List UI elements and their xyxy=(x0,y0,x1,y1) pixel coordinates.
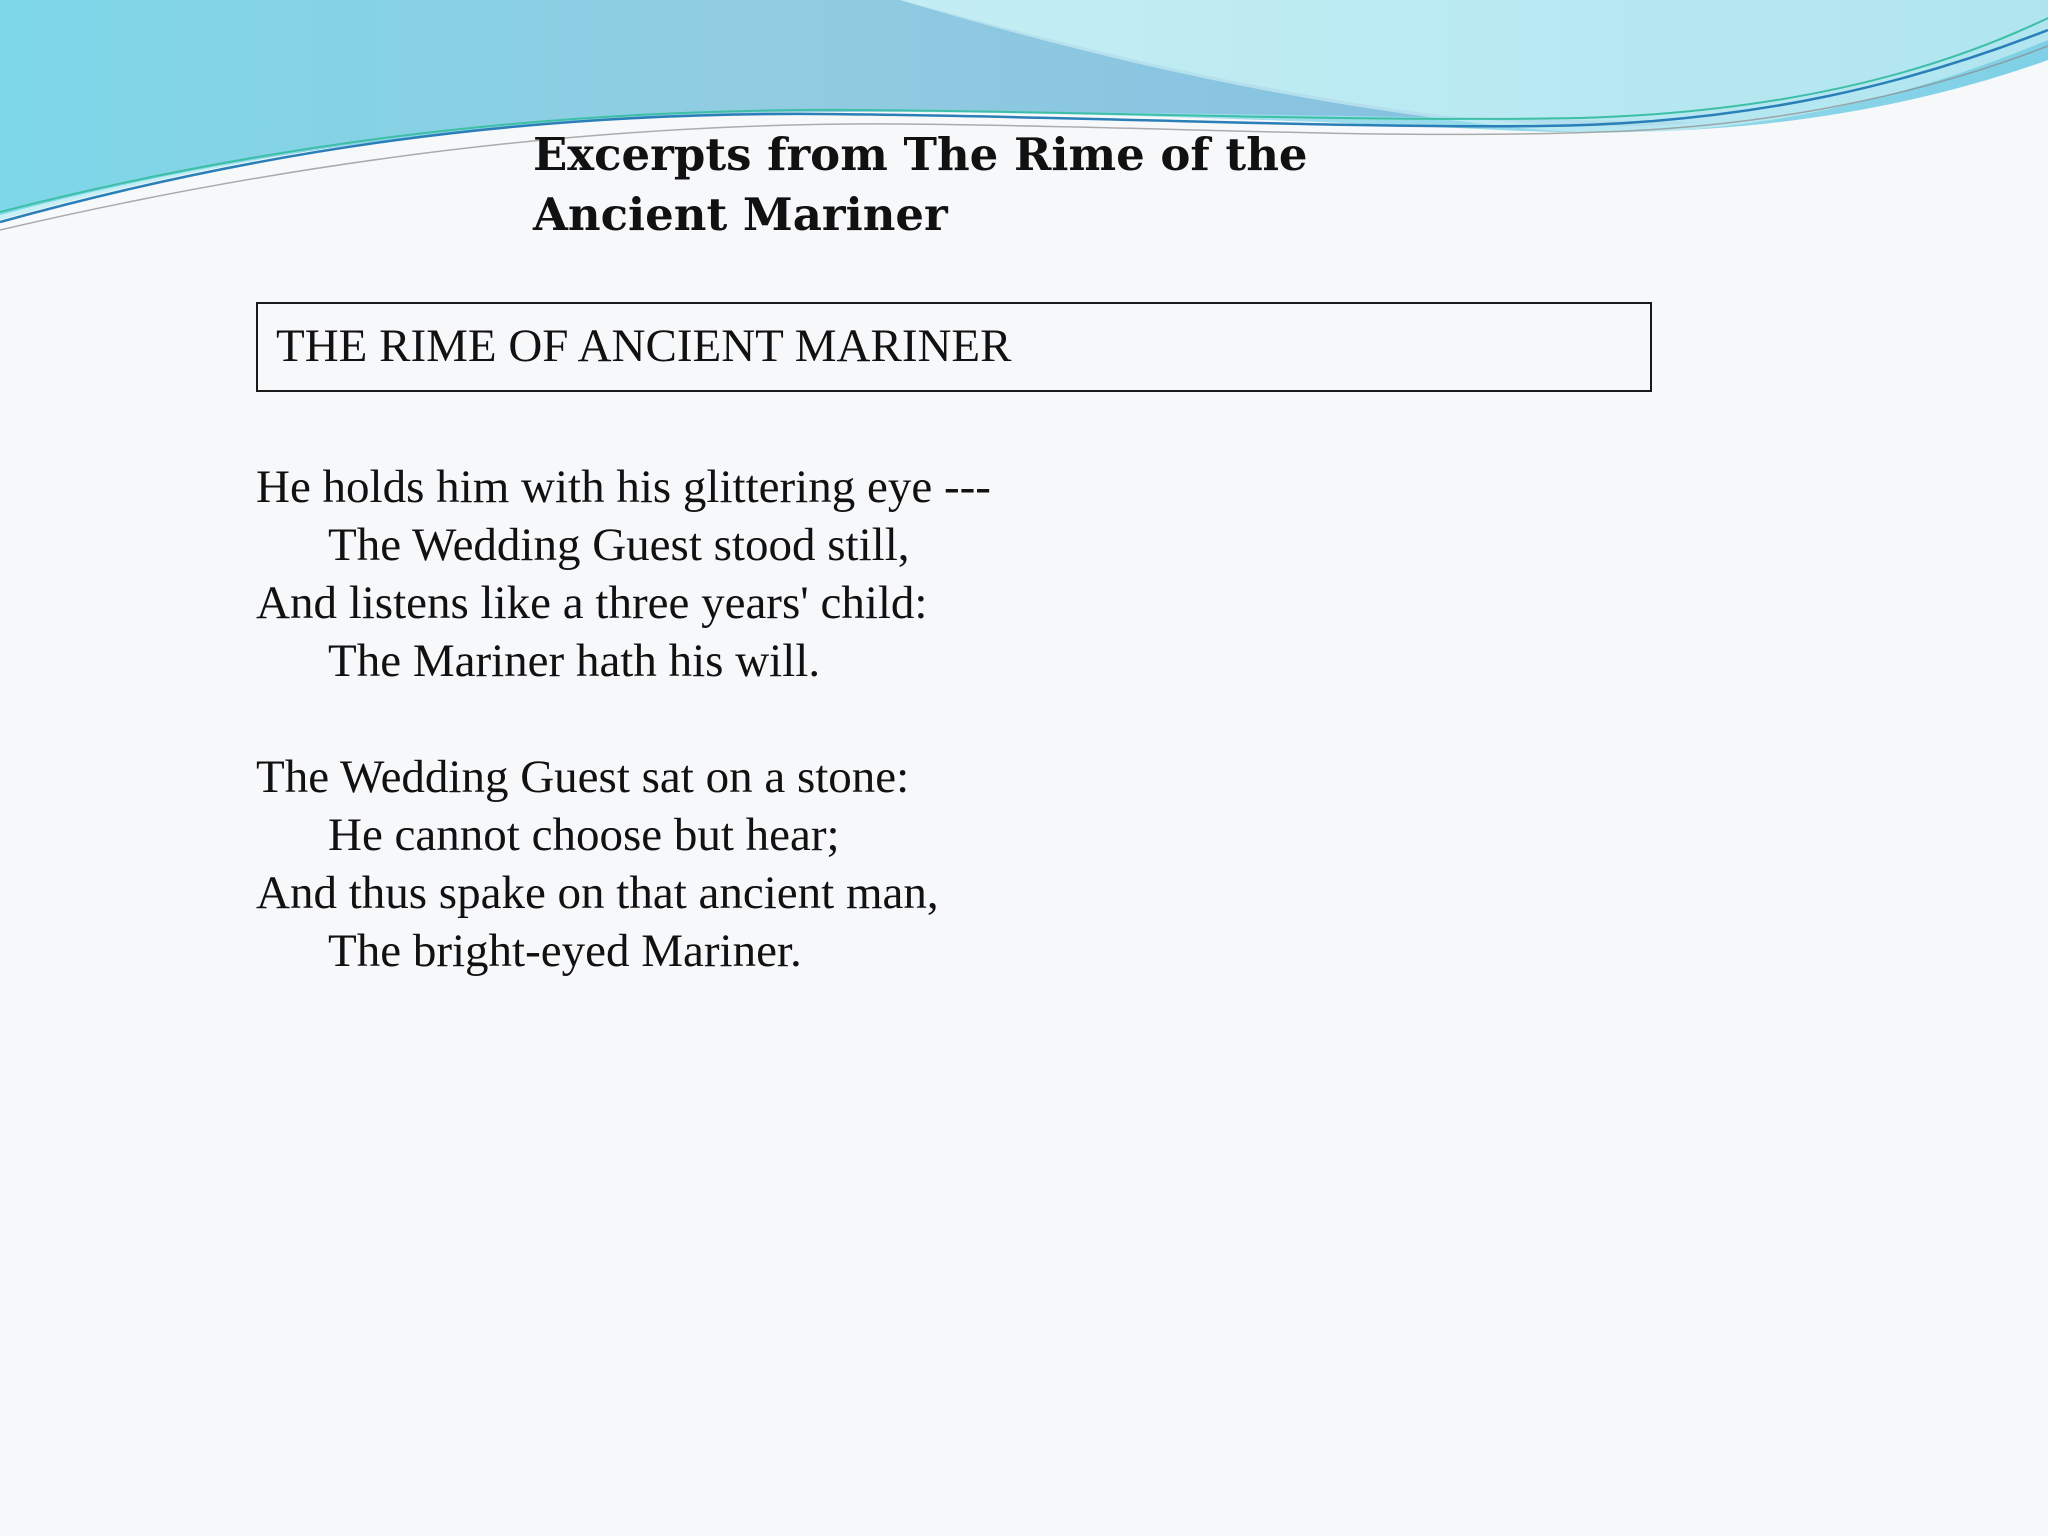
poem-line: The Wedding Guest sat on a stone: xyxy=(256,751,910,803)
slide-title-line: Excerpts from The Rime of the xyxy=(533,128,1308,181)
poem-line: He cannot choose but hear; xyxy=(328,809,840,861)
poem-line: The Mariner hath his will. xyxy=(328,635,821,687)
poem-stanza xyxy=(256,748,991,980)
poem-line: And thus spake on that ancient man, xyxy=(256,867,939,919)
slide-title xyxy=(533,125,1333,245)
poem-line: The bright-eyed Mariner. xyxy=(328,925,802,977)
poem-line: And listens like a three years' child: xyxy=(256,577,928,629)
slide-title-line: Ancient Mariner xyxy=(533,188,948,241)
section-heading-box xyxy=(256,302,1652,392)
section-heading: THE RIME OF ANCIENT MARINER xyxy=(276,320,1012,372)
poem-line: He holds him with his glittering eye --- xyxy=(256,461,991,513)
poem-stanza xyxy=(256,458,991,690)
poem-line: The Wedding Guest stood still, xyxy=(328,519,910,571)
poem-excerpt xyxy=(256,458,991,1038)
